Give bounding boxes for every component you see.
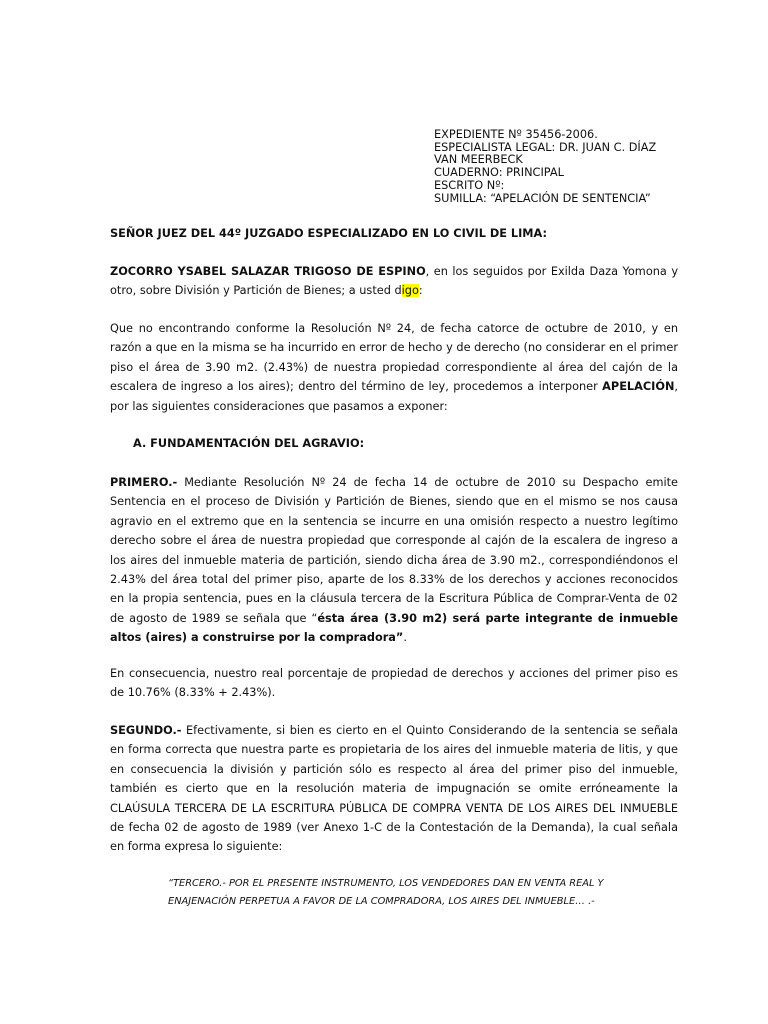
segundo-text: Efectivamente, si bien es cierto en el Quinto Considerando de la sentencia se señala en forma correcta que nuestra parte es propietaria de los aires del inmueble materia de litis, y que en consecuencia la división y partición sólo es respecto al área del primer piso del inmueble, también es cierto que en la resolución materia de impugnación se omite erróneamente la CLAÚSULA TERCERA DE LA ESCRITURA PÚBLICA DE COMPRA VENTA DE LOS AIRES DEL INMUEBLE de fecha 02 de agosto de 1989 (ver Anexo 1-C de la Contestación de la Demanda), la cual señala en forma expresa lo siguiente: (110, 724, 678, 854)
header-line-escrito: ESCRITO Nº: (434, 178, 505, 192)
primero-label: PRIMERO.- (110, 476, 178, 489)
petitioner-name: ZOCORRO YSABEL SALAZAR TRIGOSO DE ESPINO (110, 265, 426, 278)
intro-paragraph (110, 262, 678, 301)
consecuencia-paragraph: En consecuencia, nuestro real porcentaje de propiedad de derechos y acciones del primer piso es de 10.76% (8.33% + 2.43%). (110, 667, 678, 700)
section-a-heading: A. FUNDAMENTACIÓN DEL AGRAVIO: (133, 437, 365, 450)
intro-end: : (418, 284, 423, 298)
primero-paragraph (110, 473, 678, 648)
appeal-end: , por las siguientes consideraciones que pasamos a exponer: (110, 380, 678, 413)
primero-bold-quote: ésta área (3.90 m2) será parte integrante de inmueble altos (aires) a construirse por la compradora” (110, 611, 678, 645)
header-line-sumilla: SUMILLA: “APELACIÓN DE SENTENCIA” (434, 191, 651, 205)
primero-end: . (403, 631, 407, 645)
case-header (434, 129, 696, 205)
quote-line-1: “TERCERO.- POR EL PRESENTE INSTRUMENTO, LOS VENDEDORES DAN EN VENTA REAL Y (168, 878, 604, 889)
segundo-paragraph (110, 721, 678, 857)
header-line-cuaderno: CUADERNO: PRINCIPAL (434, 166, 564, 180)
header-line-especialista: ESPECIALISTA LEGAL: DR. JUAN C. DÍAZ (434, 140, 657, 154)
header-line-especialista-cont: VAN MEERBECK (434, 153, 523, 167)
addressee: SEÑOR JUEZ DEL 44º JUZGADO ESPECIALIZADO EN LO CIVIL DE LIMA: (110, 227, 547, 240)
segundo-label: SEGUNDO.- (110, 724, 182, 737)
highlighted-text: igo (401, 284, 419, 298)
primero-text: Mediante Resolución Nº 24 de fecha 14 de octubre de 2010 su Despacho emite Sentencia en el proceso de División y Partición de Bienes, siendo que en el mismo se nos causa agravio en el extremo que en la sentencia se incurre en una omisión respecto a nuestro legítimo derecho sobre el área de nuestra propiedad que corresponde al cajón de la escalera de ingreso a los aires del inmueble materia de partición, siendo dicha área de 3.90 m2., correspondiéndonos el 2.43% del área total del primer piso, aparte de los 8.33% de los derechos y acciones reconocidos en la propia sentencia, pues en la cláusula tercera de la Escritura Pública de Comprar-Venta de 02 de agosto de 1989 se señala que “ (110, 476, 678, 625)
appeal-paragraph (110, 319, 678, 416)
intro-text: , en los seguidos por Exilda Daza Yomona y otro, sobre División y Partición de Bienes; a usted d (110, 265, 678, 298)
deed-quote (168, 875, 638, 910)
appeal-text: Que no encontrando conforme la Resolución Nº 24, de fecha catorce de octubre de 2010, y en razón a que en la misma se ha incurrido en error de hecho y de derecho (no considerar en el primer piso el área de 3.90 m2. (2.43%) de nuestra propiedad correspondiente al área del cajón de la escalera de ingreso a los aires); dentro del término de ley, procedemos a interponer (110, 322, 678, 394)
header-line-expediente: EXPEDIENTE Nº 35456-2006. (434, 128, 598, 141)
appeal-keyword: APELACIÓN (602, 380, 675, 394)
quote-line-2: ENAJENACIÓN PERPETUA A FAVOR DE LA COMPRADORA, LOS AIRES DEL INMUEBLE… .- (168, 895, 595, 907)
